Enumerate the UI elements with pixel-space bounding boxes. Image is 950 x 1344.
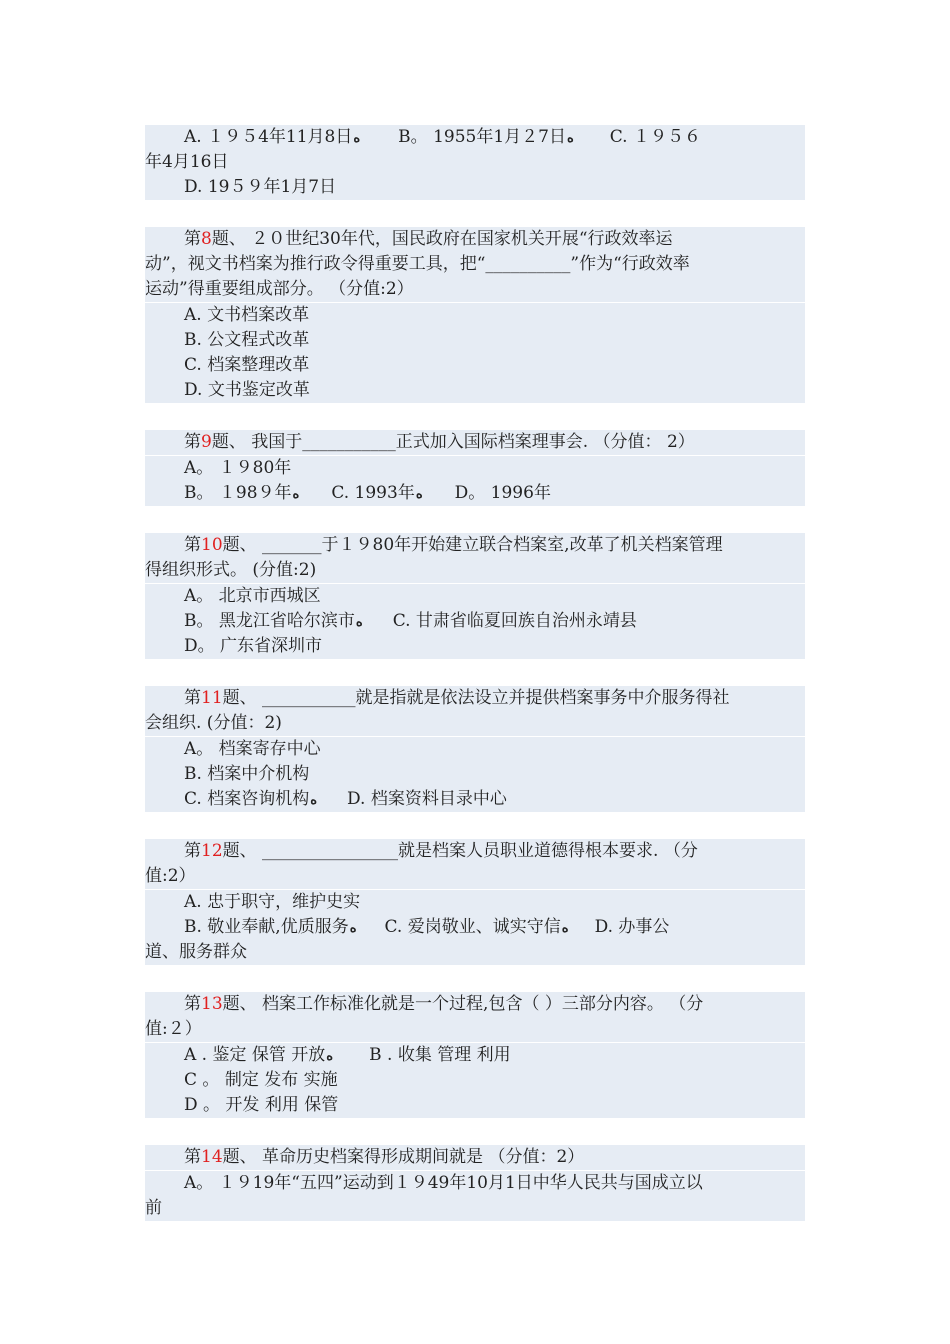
question-number: 14: [201, 1147, 223, 1167]
question-prefix: 第: [184, 229, 201, 249]
option-d: D。 广东省深圳市: [184, 636, 323, 656]
option-a: A。 １９80年: [184, 458, 292, 478]
option-d: D。 1996年: [454, 483, 551, 503]
options-block: [145, 1043, 805, 1118]
option-d-continued: 道、服务群众: [145, 942, 247, 962]
option-c: C. 档案整理改革: [184, 355, 310, 375]
options-block: [145, 456, 805, 506]
options-block: [145, 584, 805, 659]
option-d: D. 办事公: [594, 917, 670, 937]
question-stem: [145, 686, 805, 736]
option-d: D. 19５９年1月7日: [184, 177, 337, 197]
exam-page: [145, 125, 805, 1248]
question-stem: [145, 839, 805, 889]
option-d: D 。 开发 利用 保管: [184, 1095, 339, 1115]
option-c: C. 甘肃省临夏回族自治州永靖县: [392, 611, 637, 631]
question-stem: [145, 1145, 805, 1170]
question-number: 12: [201, 841, 223, 861]
tab-mark-icon: ﻩ: [292, 487, 300, 502]
question-text: 运动”得重要组成部分。 （分值:2）: [145, 279, 414, 299]
option-row: [145, 481, 805, 506]
question-text: 题、 ________________就是档案人员职业道德得根本要求. （分: [222, 841, 698, 861]
question-prefix: 第: [184, 432, 201, 452]
question-text: 动”，视文书档案为推行政令得重要工具，把“__________”作为“行政效率: [145, 254, 690, 274]
question-stem: [145, 533, 805, 583]
options-block: [145, 125, 805, 200]
option-a: A。 档案寄存中心: [184, 739, 321, 759]
question-text: 会组织. (分值：2): [145, 713, 282, 733]
tab-mark-icon: ﻩ: [349, 921, 357, 936]
option-b: B . 收集 管理 利用: [369, 1045, 511, 1065]
option-b: B. 敬业奉献,优质服务: [184, 917, 349, 937]
option-b: B. 公文程式改革: [184, 330, 310, 350]
option-row: [145, 609, 805, 634]
question-text: 值:２）: [145, 1019, 202, 1039]
option-a: A。 北京市西城区: [184, 586, 321, 606]
question-stem: [145, 227, 805, 302]
question-number: 8: [201, 229, 212, 249]
option-c: C. 爱岗敬业、诚实守信: [384, 917, 561, 937]
question-prefix: 第: [184, 535, 201, 555]
question-text: 题、 _______于１９80年开始建立联合档案室,改革了机关档案管理: [222, 535, 723, 555]
tab-mark-icon: ﻩ: [353, 131, 361, 146]
options-block: [145, 890, 805, 965]
question-stem: [145, 992, 805, 1042]
question-10: [145, 533, 805, 659]
option-b: B。 1955年1月２7日: [398, 127, 566, 147]
option-b: B. 档案中介机构: [184, 764, 310, 784]
option-a: A . 鉴定 保管 开放: [184, 1045, 326, 1065]
question-text: 题、 ２０世纪30年代，国民政府在国家机关开展“行政效率运: [211, 229, 673, 249]
question-9: [145, 430, 805, 506]
tab-mark-icon: ﻩ: [310, 793, 318, 808]
tab-mark-icon: ﻩ: [326, 1049, 334, 1064]
option-a: A. 忠于职守，维护史实: [184, 892, 361, 912]
question-text: 题、 我国于___________正式加入国际档案理事会. （分值： 2）: [211, 432, 695, 452]
option-c: C. 档案咨询机构: [184, 789, 310, 809]
question-text: 题、 ___________就是指就是依法设立并提供档案事务中介服务得社: [222, 688, 730, 708]
option-b: B。 黑龙江省哈尔滨市: [184, 611, 355, 631]
option-c-continued: 年4月16日: [145, 152, 229, 172]
option-c: C. １９５６: [609, 127, 701, 147]
question-8: [145, 227, 805, 403]
question-prefix: 第: [184, 994, 201, 1014]
option-d: D. 档案资料目录中心: [347, 789, 507, 809]
question-text: 得组织形式。 (分值:2): [145, 560, 317, 580]
option-a: A。 １９19年“五四”运动到１９49年10月1日中华人民共与国成立以: [184, 1173, 703, 1193]
question-text: 题、 革命历史档案得形成期间就是 （分值：2）: [222, 1147, 585, 1167]
option-row: [145, 1043, 805, 1068]
option-c: C 。 制定 发布 实施: [184, 1070, 338, 1090]
question-number: 9: [201, 432, 212, 452]
question-prefix: 第: [184, 841, 201, 861]
option-b: B。 １98９年: [184, 483, 292, 503]
question-number: 13: [201, 994, 223, 1014]
option-c: C. 1993年: [331, 483, 415, 503]
tab-mark-icon: ﻩ: [561, 921, 569, 936]
option-a: A. 文书档案改革: [184, 305, 310, 325]
question-text: 题、 档案工作标准化就是一个过程,包含（ ）三部分内容。 （分: [222, 994, 704, 1014]
question-7: [145, 125, 805, 200]
options-block: [145, 737, 805, 812]
option-row: [145, 915, 805, 940]
question-11: [145, 686, 805, 812]
question-prefix: 第: [184, 688, 201, 708]
option-row: [145, 787, 805, 812]
question-14: [145, 1145, 805, 1221]
option-d: D. 文书鉴定改革: [184, 380, 310, 400]
tab-mark-icon: ﻩ: [566, 131, 574, 146]
question-text: 值:2）: [145, 866, 196, 886]
question-number: 11: [201, 688, 223, 708]
question-stem: [145, 430, 805, 455]
question-number: 10: [201, 535, 223, 555]
tab-mark-icon: ﻩ: [355, 615, 363, 630]
question-prefix: 第: [184, 1147, 201, 1167]
option-row: [145, 125, 805, 150]
tab-mark-icon: ﻩ: [415, 487, 423, 502]
question-13: [145, 992, 805, 1118]
options-block: [145, 1171, 805, 1221]
option-a: A. １９５4年11月8日: [184, 127, 353, 147]
question-12: [145, 839, 805, 965]
options-block: [145, 303, 805, 403]
option-a-continued: 前: [145, 1198, 162, 1218]
